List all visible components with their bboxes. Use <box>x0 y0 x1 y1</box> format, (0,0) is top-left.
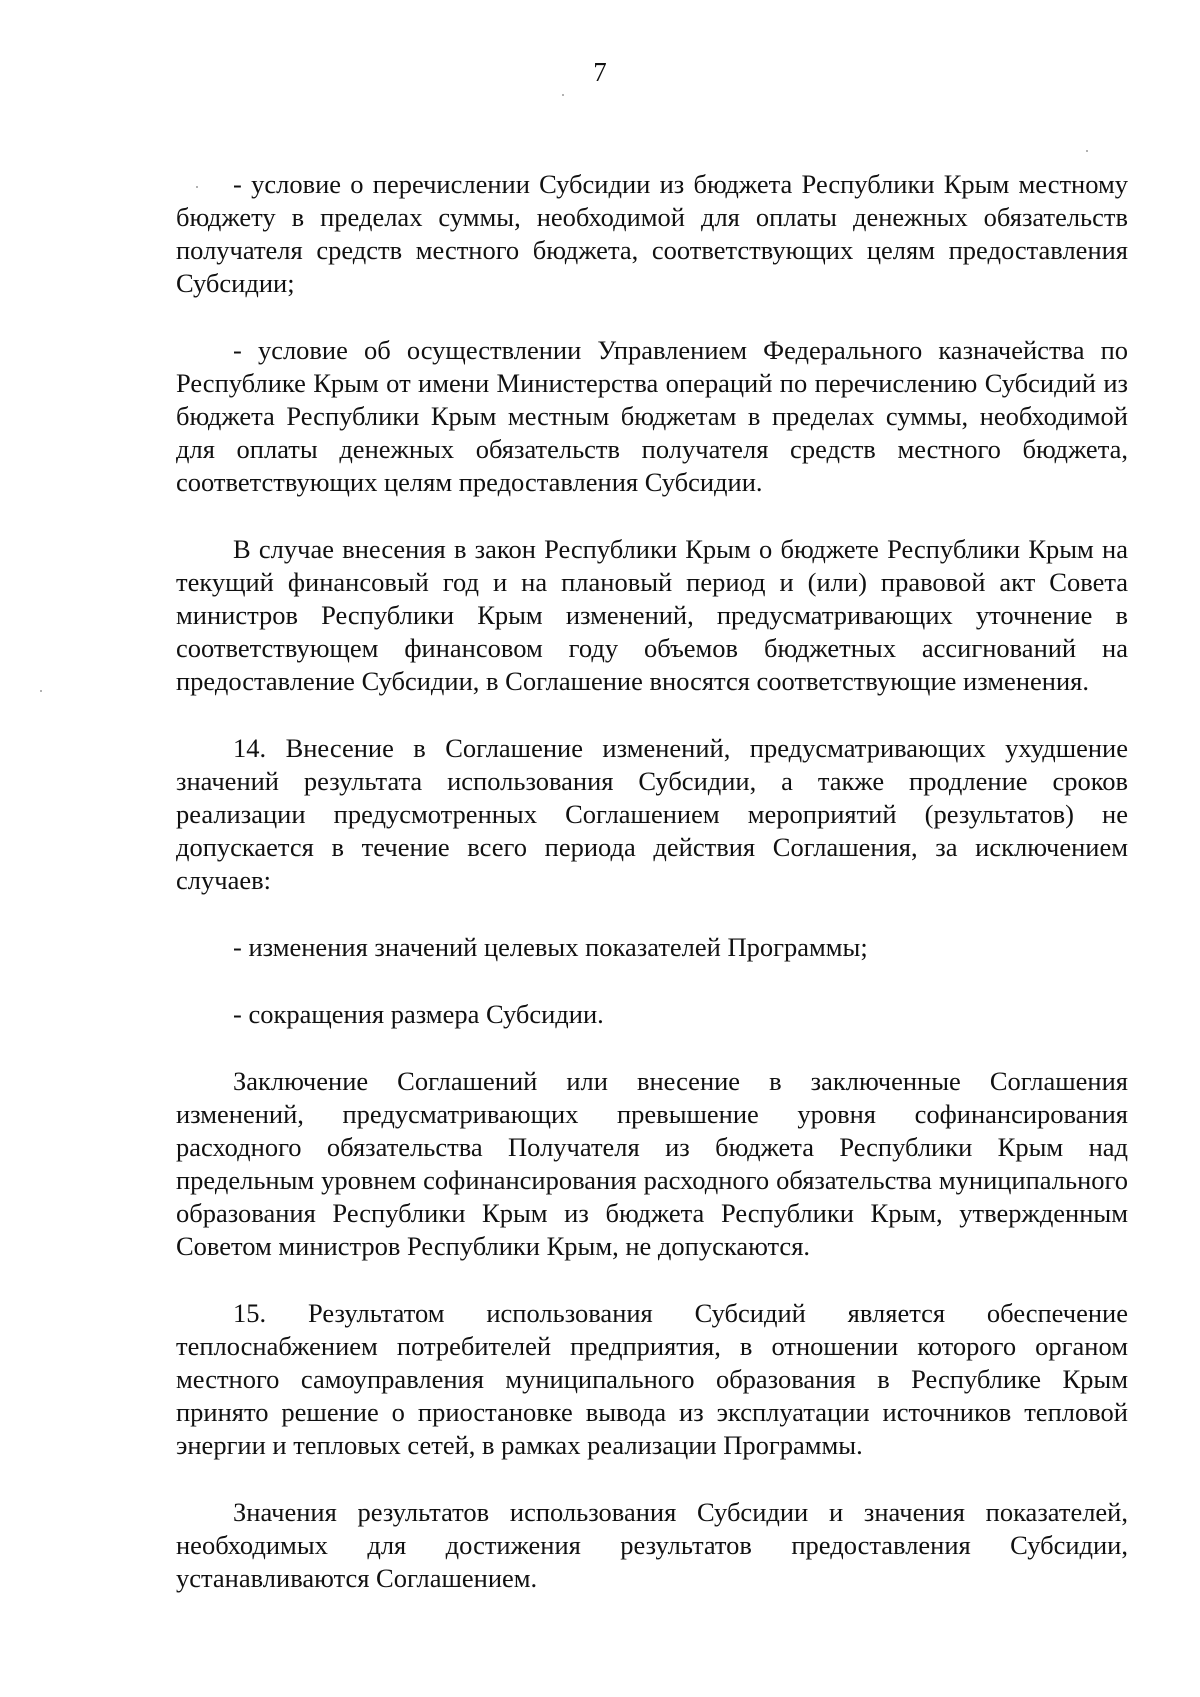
paragraph-subsidy-transfer-condition: - условие о перечислении Субсидии из бюджета Республики Крым местному бюджету в пределах суммы, необходимой для оплаты денежных обязательств получателя средств местного бюджета, соответствующих целям предоставления Субсидии; <box>176 169 1128 298</box>
paragraph-exception-reduction: - сокращения размера Субсидии. <box>233 999 604 1029</box>
document-body <box>176 168 1128 1629</box>
paragraph-clause-15: 15. Результатом использования Субсидий является обеспечение теплоснабжением потребителей предприятия, в отношении которого органом местного самоуправления муниципального образования в Республике Крым принято решение о приостановке вывода из эксплуатации источников тепловой энергии и тепловых сетей, в рамках реализации Программы. <box>176 1298 1128 1460</box>
paragraph-clause-14: 14. Внесение в Соглашение изменений, предусматривающих ухудшение значений результата использования Субсидии, а также продление сроков реализации предусмотренных Соглашением мероприятий (результатов) не допускается в течение всего периода действия Соглашения, за исключением случаев: <box>176 733 1128 895</box>
paragraph-cofinancing-limit: Заключение Соглашений или внесение в заключенные Соглашения изменений, предусматривающих превышение уровня софинансирования расходного обязательства Получателя из бюджета Республики Крым над предельным уровнем софинансирования расходного обязательства муниципального образования Республики Крым из бюджета Республики Крым, утвержденным Советом министров Республики Крым, не допускаются. <box>176 1066 1128 1261</box>
scan-speck <box>1086 150 1088 152</box>
page-number: 7 <box>593 57 607 87</box>
scan-speck <box>196 186 198 188</box>
paragraph-treasury-condition: - условие об осуществлении Управлением Федерального казначейства по Республике Крым от имени Министерства операций по перечислению Субсидий из бюджета Республики Крым местным бюджетам в пределах суммы, необходимой для оплаты денежных обязательств получателя средств местного бюджета, соответствующих целям предоставления Субсидии. <box>176 335 1128 497</box>
paragraph-result-values: Значения результатов использования Субсидии и значения показателей, необходимых для достижения результатов предоставления Субсидии, устанавливаются Соглашением. <box>176 1497 1128 1593</box>
scan-speck <box>40 690 42 692</box>
paragraph-budget-law-changes: В случае внесения в закон Республики Крым о бюджете Республики Крым на текущий финансовый год и на плановый период и (или) правовой акт Совета министров Республики Крым изменений, предусматривающих уточнение в соответствующем финансовом году объемов бюджетных ассигнований на предоставление Субсидии, в Соглашение вносятся соответствующие изменения. <box>176 534 1128 696</box>
scan-speck <box>562 94 564 96</box>
paragraph-exception-indicators: - изменения значений целевых показателей Программы; <box>233 932 868 962</box>
